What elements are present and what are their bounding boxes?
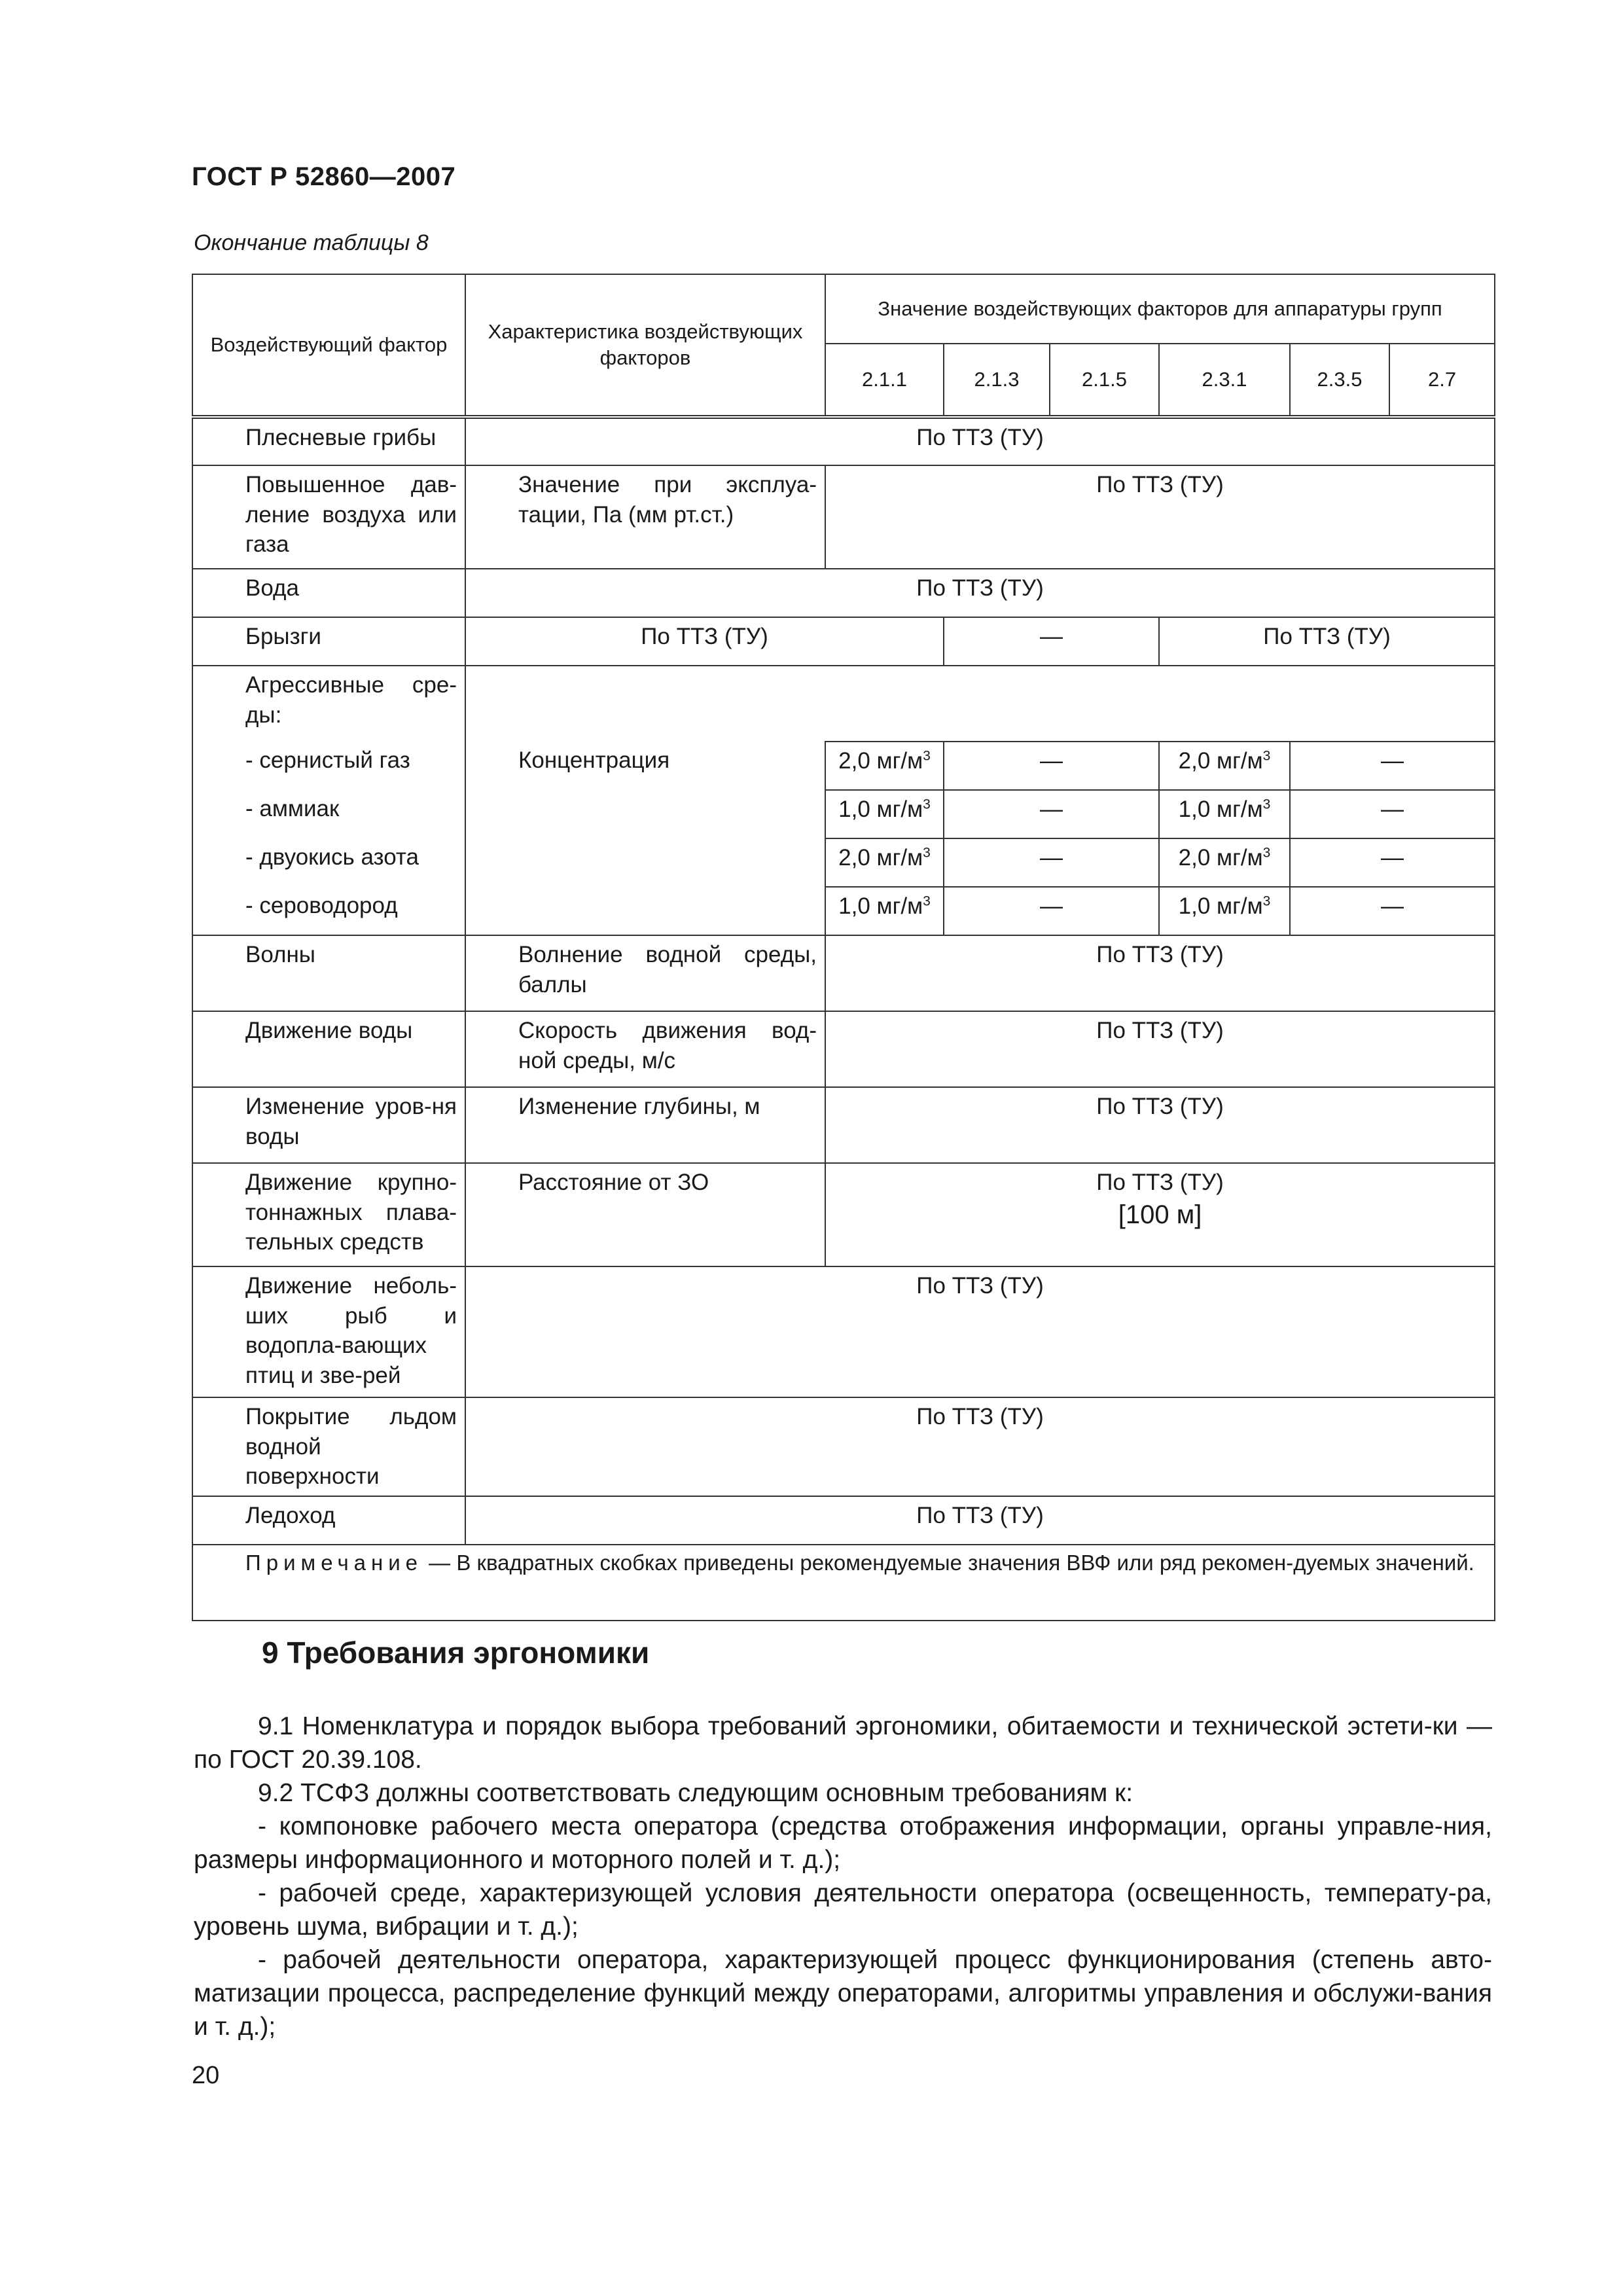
standard-code: ГОСТ Р 52860—2007 — [192, 162, 456, 191]
table-8-continuation — [192, 274, 1494, 1621]
factor-cell: - сероводород — [192, 887, 465, 935]
characteristic-cell: Значение при эксплуа-тации, Па (мм рт.ст.) — [465, 465, 825, 569]
value-cell: По ТТЗ (ТУ) — [465, 1266, 1495, 1397]
characteristic-cell: Расстояние от ЗО — [465, 1163, 825, 1266]
header-group-2-3-1: 2.3.1 — [1159, 344, 1290, 417]
table-caption: Окончание таблицы 8 — [194, 230, 429, 255]
value-cell: По ТТЗ (ТУ) — [825, 465, 1495, 569]
value-cell: — — [944, 838, 1159, 887]
characteristic-cell — [465, 887, 825, 935]
table-row — [192, 935, 1495, 1011]
factor-cell: Брызги — [192, 617, 465, 666]
value-cell: По ТТЗ (ТУ) — [465, 1397, 1495, 1496]
header-characteristic: Характеристика воздействующих факторов — [465, 274, 825, 417]
value-cell: По ТТЗ (ТУ) — [465, 569, 1495, 617]
header-factor: Воздействующий фактор — [192, 274, 465, 417]
table-row — [192, 617, 1495, 666]
factor-cell: Агрессивные сре-ды: — [192, 666, 465, 742]
paragraph: 9.2 ТСФЗ должны соответствовать следующим основным требованиям к: — [258, 1779, 1133, 1807]
value-cell: 2,0 $мг/м^3$ — [1159, 838, 1290, 887]
value-cell: По ТТЗ (ТУ) — [825, 1087, 1495, 1163]
factor-cell: Движение неболь-ших рыб и водопла-вающих птиц и зве-рей — [192, 1266, 465, 1397]
value-cell: По ТТЗ (ТУ) — [825, 1011, 1495, 1087]
table-row — [192, 569, 1495, 617]
characteristic-cell — [465, 838, 825, 887]
factor-cell: - аммиак — [192, 790, 465, 838]
characteristic-cell: Скорость движения вод-ной среды, м/с — [465, 1011, 825, 1087]
factor-cell: Волны — [192, 935, 465, 1011]
section-body — [194, 1710, 1492, 2043]
table-row — [192, 417, 1495, 465]
list-item: - рабочей среде, характеризующей условия деятельности оператора (освещенность, температу-ра, уровень шума, вибрации и т. д.); — [194, 1879, 1492, 1941]
table-row — [192, 1266, 1495, 1397]
table-row — [192, 742, 1495, 790]
value-cell: — — [944, 887, 1159, 935]
table-note — [192, 1545, 1495, 1621]
table-row — [192, 1011, 1495, 1087]
factor-cell: - двуокись азота — [192, 838, 465, 887]
characteristic-cell: Изменение глубины, м — [465, 1087, 825, 1163]
value-cell: — — [944, 742, 1159, 790]
table-row — [192, 465, 1495, 569]
value-cell: — — [944, 617, 1159, 666]
table-row — [192, 666, 1495, 742]
value-cell: 1,0 $мг/м^3$ — [1159, 790, 1290, 838]
value-cell: — — [1290, 887, 1495, 935]
note-text: — В квадратных скобках приведены рекомендуемые значения ВВФ или ряд рекомен-дуемых значений. — [423, 1550, 1474, 1575]
value-cell: — — [1290, 790, 1495, 838]
factor-cell: Плесневые грибы — [192, 417, 465, 465]
note-label: Примечание — [245, 1550, 423, 1575]
list-item: - компоновке рабочего места оператора (средства отображения информации, органы управле-ния, размеры информационного и моторного полей и т. д.); — [194, 1812, 1492, 1874]
table-row — [192, 1163, 1495, 1266]
value-cell: По ТТЗ (ТУ) — [465, 417, 1495, 465]
value-cell: По ТТЗ (ТУ) — [465, 1496, 1495, 1545]
page-number: 20 — [192, 2062, 220, 2089]
characteristic-cell: Концентрация — [465, 742, 825, 790]
table-row — [192, 1087, 1495, 1163]
value-cell: — — [944, 790, 1159, 838]
factor-cell: Вода — [192, 569, 465, 617]
value-cell: По ТТЗ (ТУ) — [1159, 617, 1495, 666]
header-group-2-1-3: 2.1.3 — [944, 344, 1050, 417]
value-cell: По ТТЗ (ТУ) [100 м] — [825, 1163, 1495, 1266]
value-cell: — — [1290, 838, 1495, 887]
value-cell: По ТТЗ (ТУ) — [825, 935, 1495, 1011]
empty-cell — [465, 666, 1495, 742]
factor-cell: Движение крупно-тоннажных плава-тельных средств — [192, 1163, 465, 1266]
header-group-2-1-5: 2.1.5 — [1050, 344, 1159, 417]
header-values-group: Значение воздействующих факторов для аппаратуры групп — [825, 274, 1495, 344]
value-cell: 2,0 $мг/м^3$ — [1159, 742, 1290, 790]
value-cell: 1,0 $мг/м^3$ — [825, 790, 944, 838]
factor-cell: Ледоход — [192, 1496, 465, 1545]
paragraph: 9.1 Номенклатура и порядок выбора требований эргономики, обитаемости и технической эстети-ки — по ГОСТ 20.39.108. — [194, 1712, 1492, 1774]
value-cell: 1,0 $мг/м^3$ — [825, 887, 944, 935]
factor-cell: Изменение уров-ня воды — [192, 1087, 465, 1163]
table-row — [192, 887, 1495, 935]
section-title: 9 Требования эргономики — [262, 1636, 650, 1670]
table-row — [192, 790, 1495, 838]
value-cell: По ТТЗ (ТУ) — [465, 617, 944, 666]
value-cell: 2,0 $мг/м^3$ — [825, 838, 944, 887]
value-cell: — — [1290, 742, 1495, 790]
table-row — [192, 838, 1495, 887]
characteristic-cell: Волнение водной среды, баллы — [465, 935, 825, 1011]
factor-cell: Повышенное дав-ление воздуха или газа — [192, 465, 465, 569]
table-note-row — [192, 1545, 1495, 1621]
table-row — [192, 1397, 1495, 1496]
factor-cell: - сернистый газ — [192, 742, 465, 790]
header-group-2-1-1: 2.1.1 — [825, 344, 944, 417]
value-cell: 1,0 $мг/м^3$ — [1159, 887, 1290, 935]
characteristic-cell — [465, 790, 825, 838]
header-group-2-3-5: 2.3.5 — [1290, 344, 1389, 417]
factor-cell: Покрытие льдом водной поверхности — [192, 1397, 465, 1496]
header-group-2-7: 2.7 — [1389, 344, 1495, 417]
factor-cell: Движение воды — [192, 1011, 465, 1087]
value-cell: 2,0 $мг/м^3$ — [825, 742, 944, 790]
list-item: - рабочей деятельности оператора, характеризующей процесс функционирования (степень авто-матизации процесса, распределение функций между операторами, алгоритмы управления и обслужи-вания и т. д.); — [194, 1946, 1492, 2041]
table-row — [192, 1496, 1495, 1545]
environment-factors-table — [192, 274, 1495, 1621]
